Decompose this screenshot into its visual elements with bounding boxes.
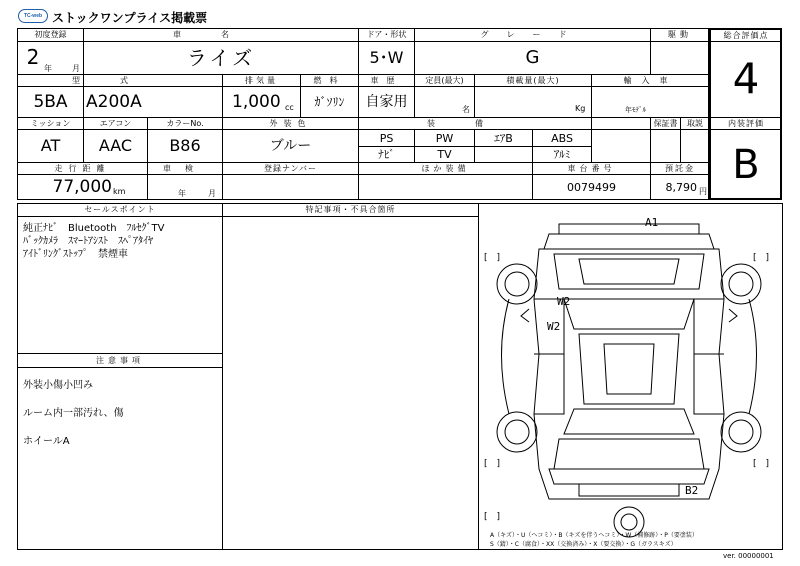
label-model: 型式 bbox=[72, 75, 168, 85]
sales-point-line: ｱｲﾄﾞﾘﾝｸﾞｽﾄｯﾌﾟ 禁煙車 bbox=[23, 249, 128, 260]
grade-value: G bbox=[525, 47, 540, 68]
label-drive: 駆動 bbox=[668, 30, 692, 39]
label-overall-rating: 総合評価点 bbox=[723, 30, 769, 40]
overall-rating-value: 4 bbox=[732, 54, 760, 103]
sales-point-line: ﾊﾞｯｸｶﾒﾗ ｽﾏｰﾄｱｼｽﾄ ｽﾍﾟｱﾀｲﾔ bbox=[23, 236, 153, 247]
grid-line bbox=[709, 129, 782, 130]
capacity-unit: 名 bbox=[462, 105, 470, 114]
label-fuel: 燃料 bbox=[313, 75, 346, 85]
label-history: 車歴 bbox=[370, 75, 403, 85]
history-value: 自家用 bbox=[365, 94, 408, 110]
damage-mark-b2: B2 bbox=[685, 484, 699, 497]
model-value: A200A bbox=[86, 91, 142, 112]
displacement-value: 1,000 bbox=[232, 91, 281, 112]
label-car-name: 車名 bbox=[173, 30, 269, 39]
label-warranty: 保証書 bbox=[653, 118, 678, 128]
damage-mark-w2-side: W2 bbox=[547, 320, 561, 333]
car-damage-diagram bbox=[479, 204, 782, 549]
car-name-value: ライズ bbox=[186, 46, 256, 70]
sales-points-list bbox=[23, 222, 219, 261]
grid-line bbox=[17, 367, 222, 368]
inspection-month-unit: 月 bbox=[208, 189, 216, 198]
damage-legend-line2: S（錆）・C（腐食）・XX（交換済み）・X（要交換）・G（ガラスキズ） bbox=[490, 541, 677, 548]
equipment-abs: ABS bbox=[551, 131, 573, 145]
label-first-registration: 初度登録 bbox=[34, 30, 67, 39]
label-capacity: 定員(最大) bbox=[425, 75, 464, 85]
bracket-rear-left: [ ] bbox=[484, 459, 501, 469]
equipment-pw: PW bbox=[435, 131, 454, 145]
chassis-number-value: 0079499 bbox=[567, 181, 616, 194]
equipment-empty bbox=[475, 147, 532, 162]
deposit-value: 8,790 bbox=[665, 181, 697, 194]
special-notes-title: 特記事項・不具合箇所 bbox=[305, 205, 396, 214]
grid-line bbox=[591, 117, 592, 162]
label-exterior-color: 外装色 bbox=[269, 118, 312, 128]
first-registration-value: 2 bbox=[26, 45, 40, 69]
label-grade: グレード bbox=[480, 30, 585, 39]
label-import: 輸入車 bbox=[623, 75, 678, 85]
grid-line bbox=[222, 203, 223, 550]
mileage-value: 77,000 bbox=[52, 177, 112, 197]
load-unit: Kg bbox=[575, 104, 586, 113]
displacement-unit: cc bbox=[285, 103, 294, 112]
drive-value bbox=[651, 42, 709, 74]
month-unit: 月 bbox=[72, 64, 80, 73]
bracket-spare: [ ] bbox=[484, 512, 501, 522]
damage-legend-line1: A（キズ）・U（ヘコミ）・B（キズを伴うヘコミ）・W（補修跡）・P（要塗装） bbox=[490, 532, 698, 539]
exterior-color-value: ブルー bbox=[269, 138, 312, 154]
label-door-shape: ドア・形状 bbox=[366, 30, 407, 39]
label-deposit: 預託金 bbox=[665, 163, 695, 173]
fuel-value: ｶﾞｿﾘﾝ bbox=[314, 95, 345, 109]
label-inspection: 車検 bbox=[163, 163, 207, 173]
label-color-no: カラーNo. bbox=[166, 118, 204, 128]
equipment-ps: PS bbox=[379, 131, 394, 145]
label-displacement: 排気量 bbox=[245, 75, 278, 85]
equipment-navi: ﾅﾋﾞ bbox=[378, 148, 395, 161]
cautions-title: 注意事項 bbox=[96, 355, 144, 365]
color-no-value: B86 bbox=[169, 136, 201, 155]
model-prefix-value: 5BA bbox=[33, 91, 68, 112]
equipment-airbag: ｴｱB bbox=[494, 131, 513, 145]
caution-line: ルーム内一部汚れ、傷 bbox=[23, 408, 124, 419]
bracket-front-left: [ ] bbox=[484, 253, 501, 263]
mileage-unit: km bbox=[113, 187, 126, 196]
inspection-year-unit: 年 bbox=[178, 189, 186, 198]
label-manual: 取説 bbox=[687, 118, 703, 128]
sales-point-line: 純正ﾅﾋﾞ Bluetooth ﾌﾙｾｸﾞTV bbox=[23, 223, 165, 234]
label-interior-rating: 内装評価 bbox=[728, 118, 764, 128]
year-unit: 年 bbox=[44, 64, 52, 73]
equipment-alloy: ｱﾙﾐ bbox=[553, 148, 571, 161]
cautions-list bbox=[23, 376, 219, 460]
mission-value: AT bbox=[40, 136, 61, 155]
caution-line: 外装小傷小凹み bbox=[23, 380, 93, 391]
aircon-value: AAC bbox=[98, 136, 133, 155]
damage-mark-w2-door: W2 bbox=[557, 295, 571, 308]
equipment-tv: TV bbox=[437, 148, 452, 161]
label-other-equipment: ほか装備 bbox=[421, 163, 470, 173]
label-aircon: エアコン bbox=[99, 118, 132, 128]
deposit-unit: 円 bbox=[699, 187, 707, 196]
interior-rating-value: B bbox=[732, 142, 760, 188]
damage-mark-a1: A1 bbox=[645, 216, 659, 229]
bracket-rear-right: [ ] bbox=[753, 459, 770, 469]
label-mission: ミッション bbox=[30, 118, 71, 128]
grid-line bbox=[17, 216, 478, 217]
label-chassis: 車台番号 bbox=[567, 163, 616, 173]
label-mileage: 走行距離 bbox=[54, 163, 111, 173]
door-shape-value: 5･W bbox=[369, 48, 404, 67]
tc-web-logo: TC-web bbox=[18, 9, 48, 23]
document-title: ストックワンプライス掲載票 bbox=[52, 11, 208, 25]
label-load: 積載量(最大) bbox=[506, 75, 560, 85]
import-model-year-unit: 年ﾓﾃﾞﾙ bbox=[625, 106, 646, 114]
label-equipment: 装備 bbox=[427, 118, 523, 128]
bracket-front-right: [ ] bbox=[753, 253, 770, 263]
caution-line: ホイールA bbox=[23, 436, 70, 447]
label-plate: 登録ナンバー bbox=[263, 163, 318, 173]
version-label: ver. 00000001 bbox=[723, 552, 774, 560]
sales-points-title: セールスポイント bbox=[84, 205, 156, 214]
